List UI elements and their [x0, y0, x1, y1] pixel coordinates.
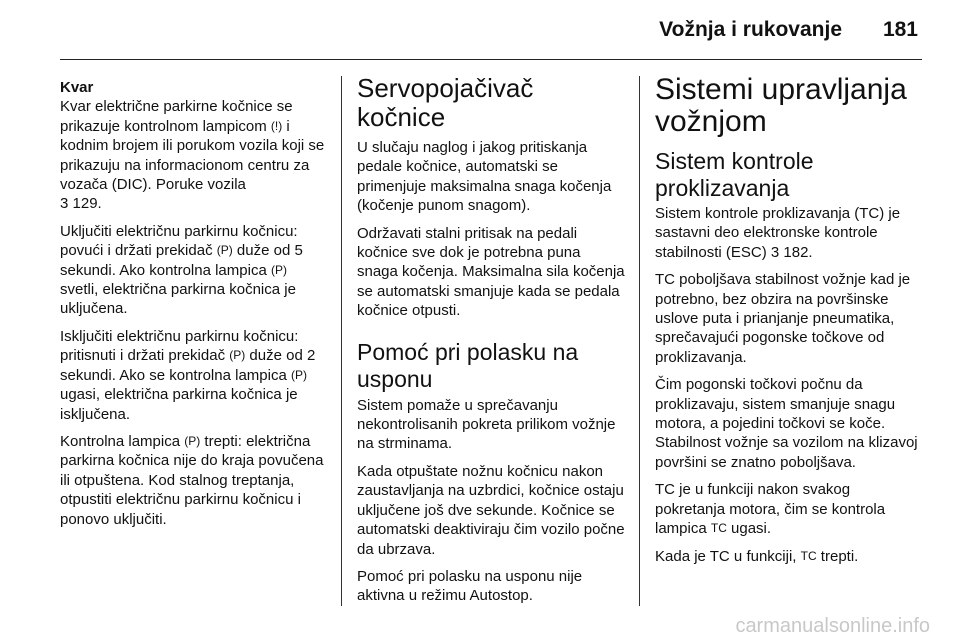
page-header [0, 0, 960, 58]
watermark: carmanualsonline.info [735, 615, 930, 637]
traction-control-lamp-icon: ТС [800, 548, 817, 563]
parking-brake-icon: (P) [290, 367, 307, 382]
paragraph: Isključiti električnu parkirnu kočnicu: pritisnuti i držati prekidač (P) duže od 2 sekundi. Ako se kontrolna lampica (P) ugasi, električna parkirna kočnica je isključena. [60, 327, 316, 423]
page-ref[interactable]: 129. [72, 195, 102, 213]
paragraph: Kada je TC u funkciji, ТС trepti. [655, 547, 859, 565]
column-right [655, 73, 923, 574]
paragraph: Pomoć pri polasku na usponu nije aktivna u režimu Autostop. [357, 567, 583, 605]
paragraph: Održavati stalni pritisak na pedali kočnice sve dok je potrebna puna snaga kočenja. Maksimalna sila kočenja se automatski smanjuje kada se pedala kočnice otpusti. [357, 224, 625, 320]
page-ref[interactable]: 182. [783, 243, 813, 261]
paragraph: Kada otpuštate nožnu kočnicu nakon zaustavljanja na uzbrdici, kočnice ostaju uključene još dve sekunde. Kočnice se automatski deaktiviraju čim vozilo počne da ubrzava. [357, 462, 625, 558]
paragraph: Čim pogonski točkovi počnu da proklizavaju, sistem smanjuje snagu motora, a pojedini točkovi se koče. Stabilnost vožnje sa vozilom na klizavoj površini se znatno poboljšava. [655, 376, 918, 471]
paragraph: Uključiti električnu parkirnu kočnicu: povući i držati prekidač (P) duže od 5 sekundi. Ako kontrolna lampica (P) svetli, električna parkirna kočnica je uključena. [60, 222, 303, 318]
section-heading-kvar: Kvar [60, 79, 94, 96]
parking-brake-icon: (P) [184, 433, 201, 448]
paragraph: U slučaju naglog i jakog pritiskanja pedale kočnice, automatski se primenjuje maksimalna snaga kočenja (kočenje punom snagom). [357, 139, 612, 215]
paragraph: TC poboljšava stabilnost vožnje kad je potrebno, bez obzira na površinske uslove puta i prianjanje pneumatika, sprečavajući pogonske točkove od proklizavanja. [655, 271, 911, 366]
paragraph: Sistem kontrole proklizavanja (TC) je sastavni deo elektronske kontrole stabilnosti (ESC) 3 182. [655, 205, 901, 261]
parking-brake-icon: (P) [216, 243, 233, 258]
section-heading-traction-control: Sistem kontrole proklizavanja [655, 148, 814, 201]
paragraph: TC je u funkciji nakon svakog pokretanja motora, čim se kontrola lampica ТС ugasi. [655, 481, 886, 538]
parking-brake-icon: (P) [229, 348, 246, 363]
column-left [60, 78, 326, 537]
page-ref-arrow-icon: 3 [60, 195, 69, 213]
paragraph: Kvar električne parkirne kočnice se prikazuje kontrolnom lampicom (!) i kodnim brojem ili porukom vozila koji se prikazuju na informacionom centru za vozača (DIC). Poruke vozila 3 129. [60, 98, 325, 213]
section-heading-hill-start: Pomoć pri polasku na usponu [357, 338, 579, 392]
traction-control-lamp-icon: ТС [710, 521, 727, 536]
page-ref-arrow-icon: 3 [770, 243, 780, 261]
header-rule [60, 59, 922, 60]
paragraph: Sistem pomaže u sprečavanju nekontrolisanih pokreta prilikom vožnje na strminama. [357, 396, 616, 453]
column-middle [357, 73, 625, 614]
column-divider-1 [341, 76, 342, 606]
running-title: Vožnja i rukovanje [659, 18, 842, 41]
parking-brake-icon: (P) [270, 262, 287, 277]
brake-warning-lamp-icon: (!) [270, 118, 283, 133]
chapter-heading-driving-systems: Sistemi upravljanja vožnjom [655, 73, 907, 138]
section-heading-servo: Servopojačivač kočnice [357, 73, 534, 132]
page-number: 181 [882, 18, 918, 41]
column-divider-2 [639, 76, 640, 606]
paragraph: Kontrolna lampica (P) trepti: električna parkirna kočnica nije do kraja povučena ili otpuštena. Kod stalnog treptanja, otpustiti električnu parkirnu kočnicu i ponovo uključiti. [60, 432, 324, 528]
